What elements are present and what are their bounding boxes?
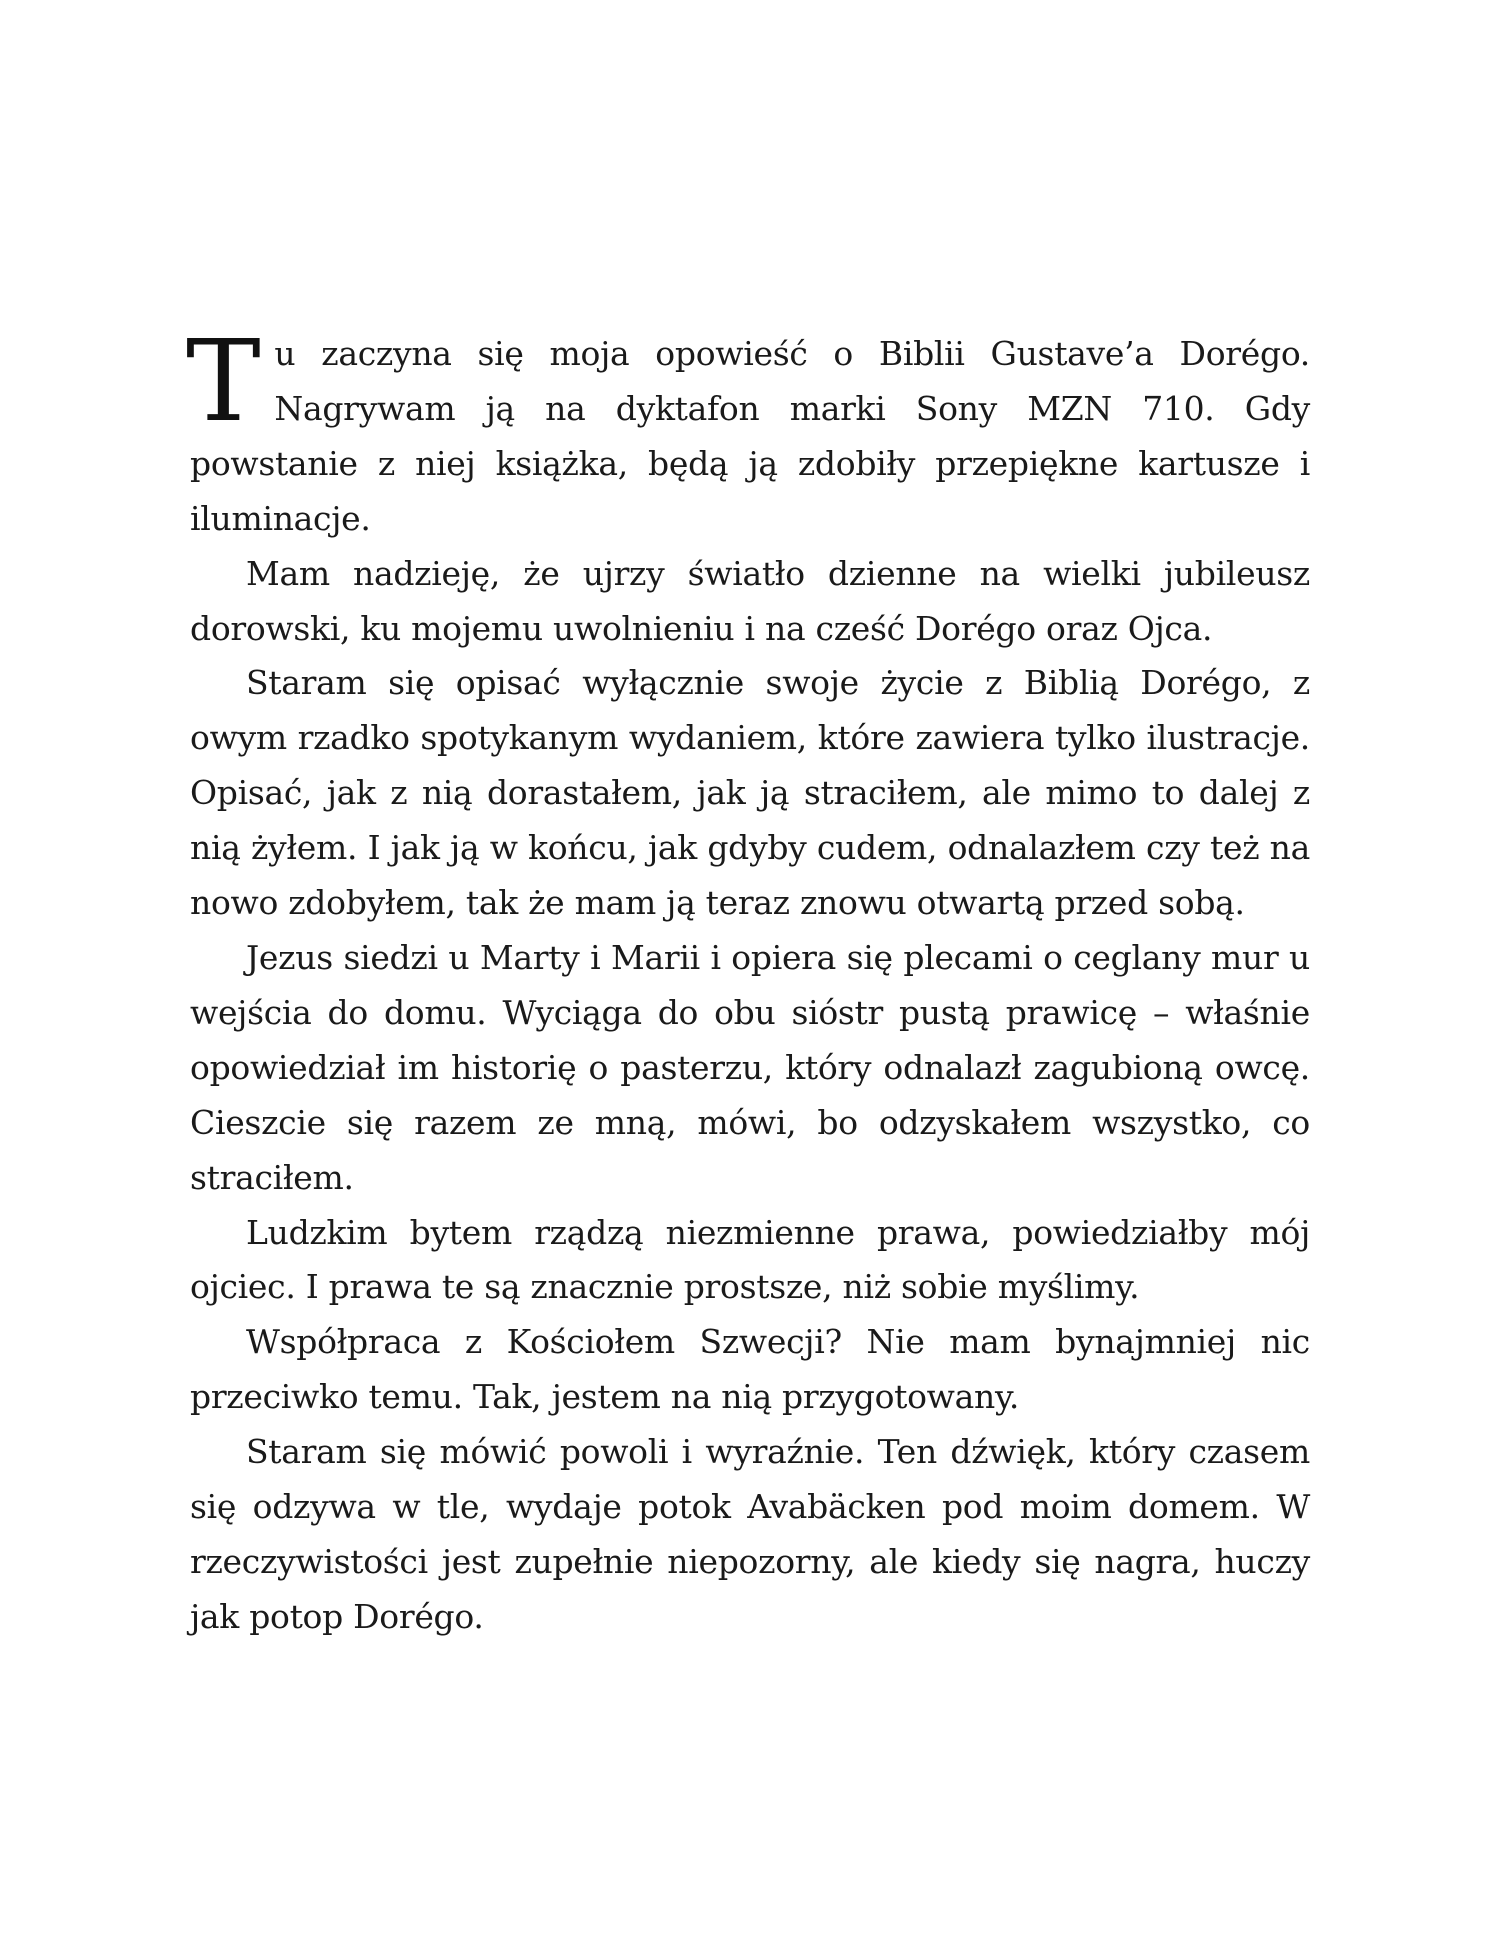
drop-cap: T [186, 317, 261, 447]
paragraph-text: Mam nadzieję, że ujrzy światło dzienne na wielki jubileusz dorowski, ku mojemu uwolnieniu i na cześć Dorégo oraz Ojca. [190, 553, 1310, 648]
paragraph-4 [190, 931, 1310, 1206]
paragraph-text: Jezus siedzi u Marty i Marii i opiera się plecami o ceglany mur u wejścia do domu. Wyciąga do obu sióstr pustą prawicę – właśnie opowiedział im historię o pasterzu, który odnalazł zagubioną owcę. Cieszcie się razem ze mną, mówi, bo odzyskałem wszystko, co straciłem. [190, 937, 1310, 1197]
paragraph-1 [186, 317, 1310, 547]
document-page [186, 317, 1310, 1645]
paragraph-text: u zaczyna się moja opowieść o Biblii Gustave’a Dorégo. Nagrywam ją na dyktafon marki Sony MZN 710. Gdy powstanie z niej książka, będą ją zdobiły przepiękne kartusze i iluminacje. [190, 334, 1310, 538]
paragraph-5 [190, 1206, 1310, 1316]
paragraph-text: Ludzkim bytem rządzą niezmienne prawa, powiedziałby mój ojciec. I prawa te są znacznie prostsze, niż sobie myślimy. [190, 1212, 1310, 1307]
paragraph-text: Staram się mówić powoli i wyraźnie. Ten dźwięk, który czasem się odzywa w tle, wydaje potok Avabäcken pod moim domem. W rzeczywistości jest zupełnie niepozorny, ale kiedy się nagra, huczy jak potop Dorégo. [190, 1432, 1310, 1636]
paragraph-2 [190, 547, 1310, 657]
paragraph-3 [190, 656, 1310, 931]
paragraph-6 [190, 1315, 1310, 1425]
paragraph-7 [190, 1425, 1310, 1645]
paragraph-text: Współpraca z Kościołem Szwecji? Nie mam bynajmniej nic przeciwko temu. Tak, jestem na nią przygotowany. [190, 1322, 1310, 1417]
paragraph-text: Staram się opisać wyłącznie swoje życie z Biblią Dorégo, z owym rzadko spotykanym wydaniem, które zawiera tylko ilustracje. Opisać, jak z nią dorastałem, jak ją straciłem, ale mimo to dalej z nią żyłem. I jak ją w końcu, jak gdyby cudem, odnalazłem czy też na nowo zdobyłem, tak że mam ją teraz znowu otwartą przed sobą. [190, 663, 1310, 923]
